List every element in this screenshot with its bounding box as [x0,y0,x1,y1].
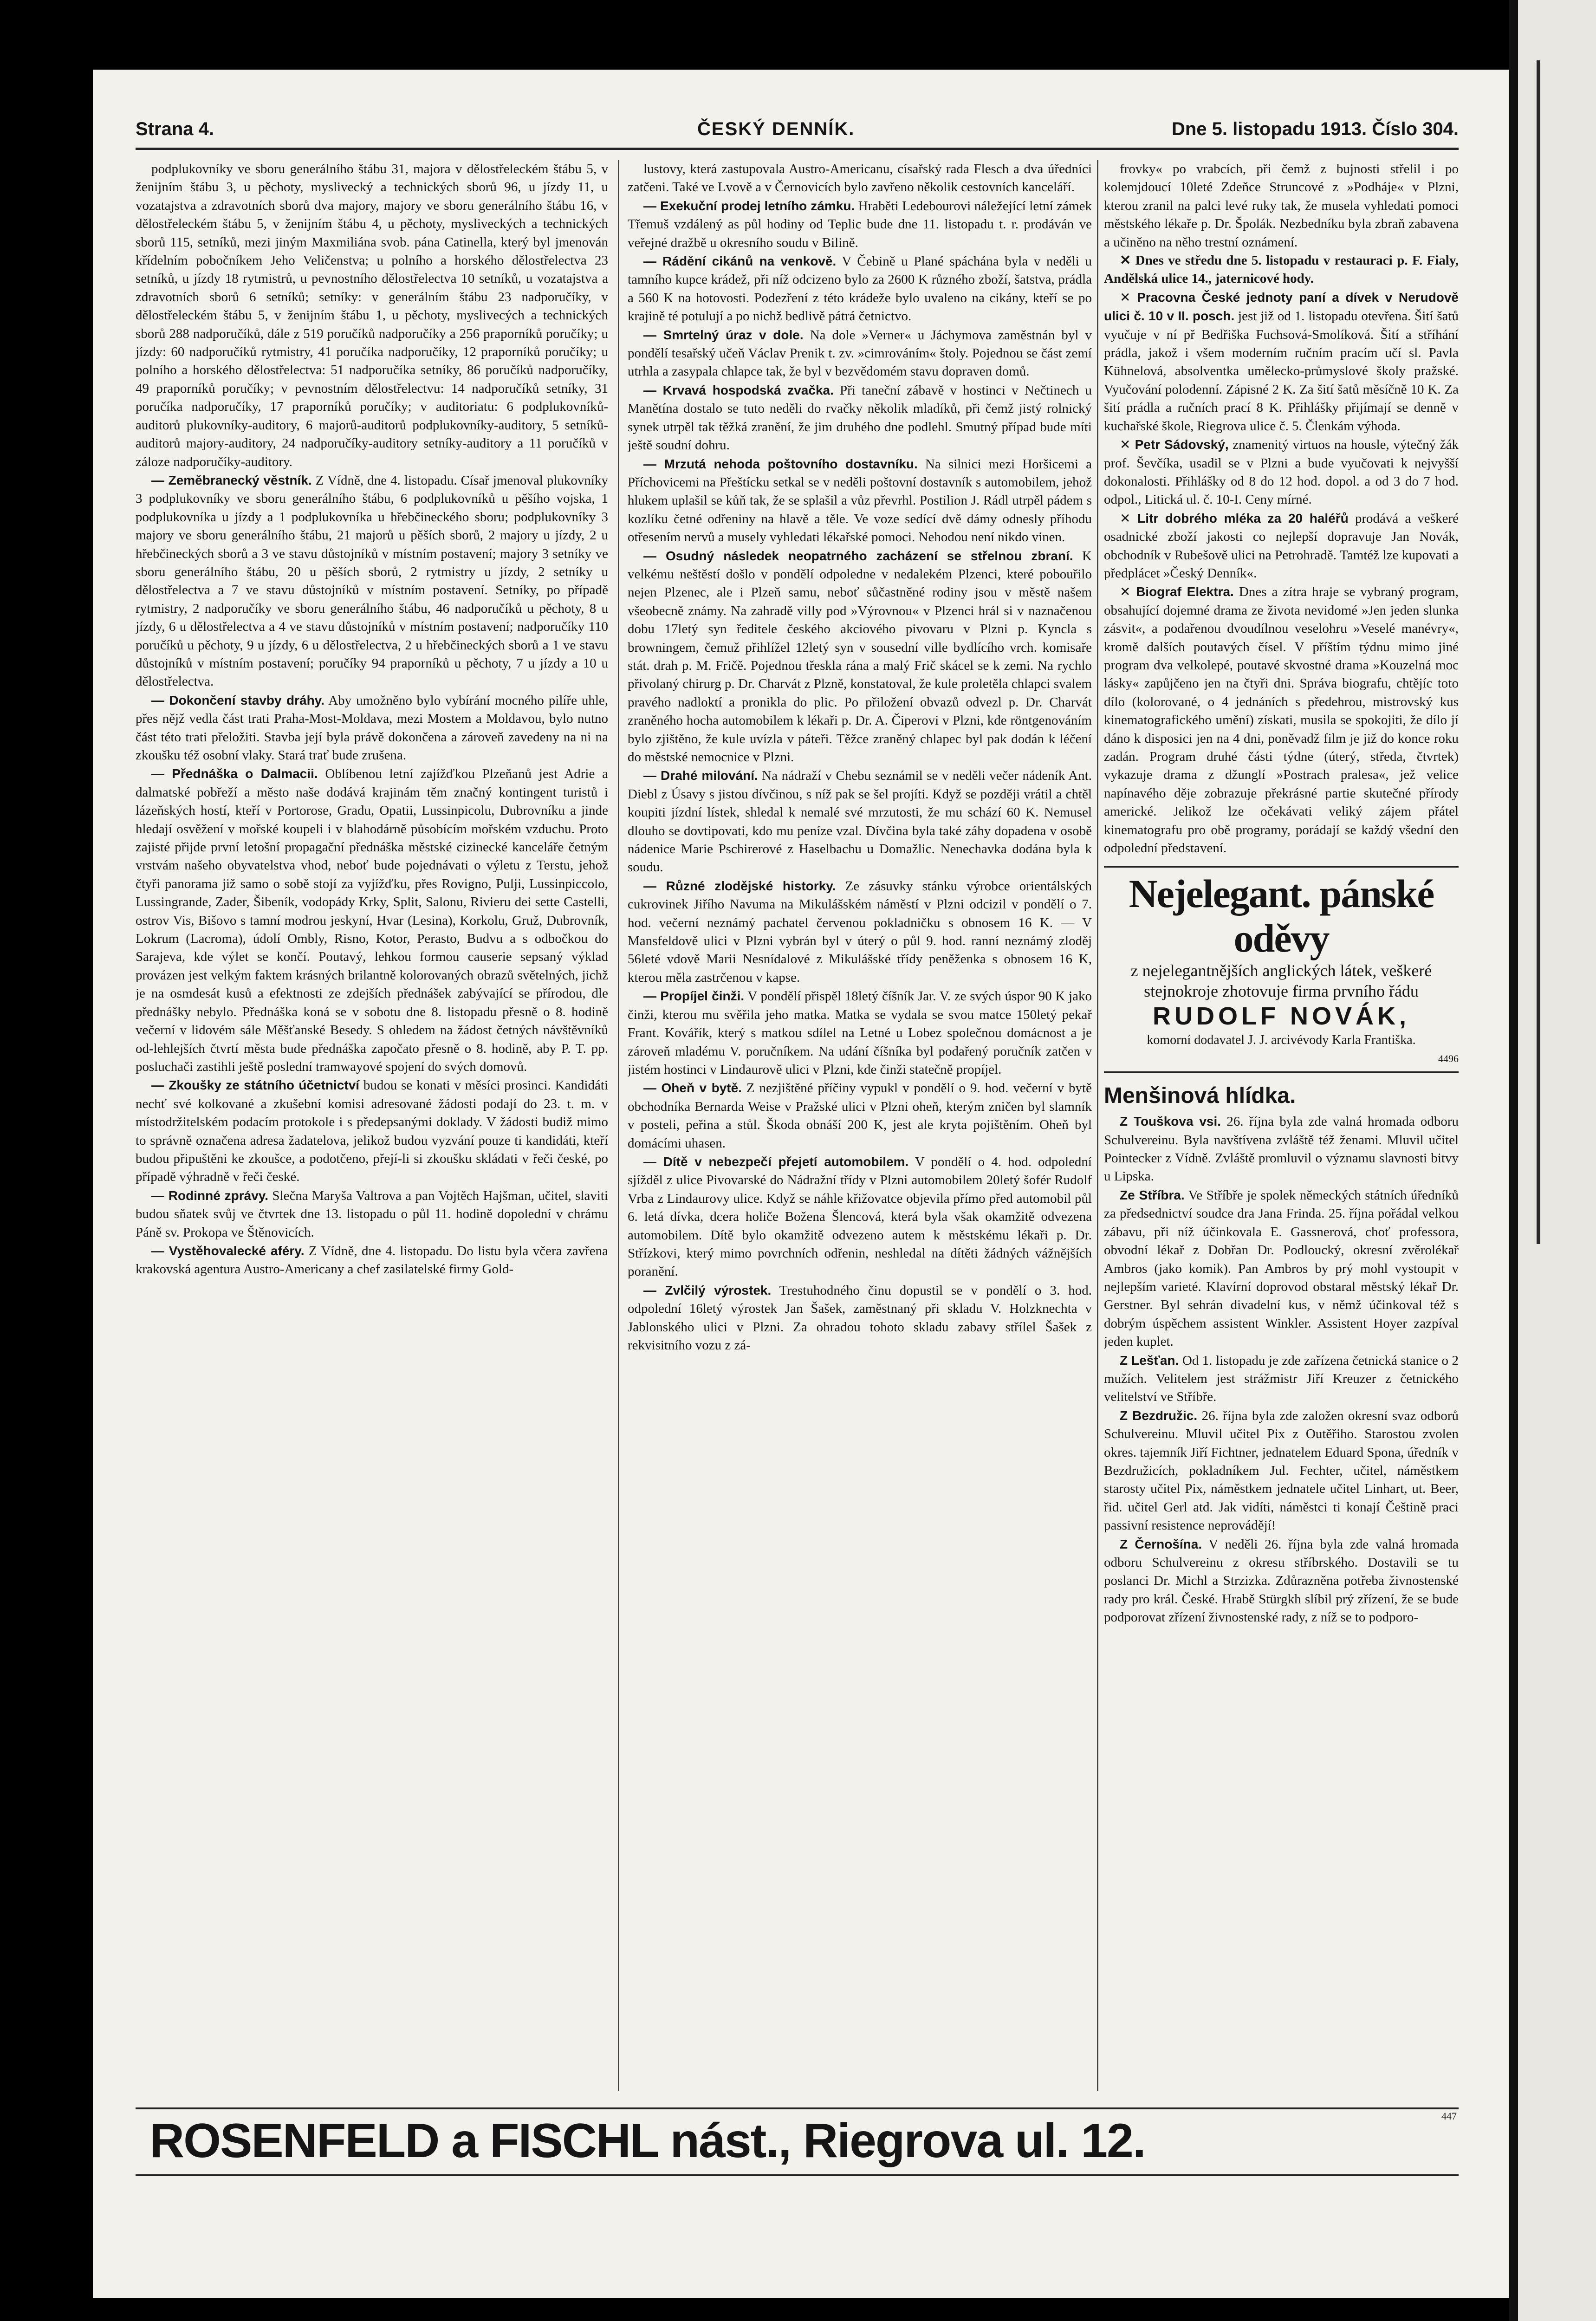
article-heading: — Rodinné zprávy. [151,1188,269,1203]
article-heading: — Mrzutá nehoda poštovního dostavníku. [643,456,918,471]
article-heading: Ze Stříbra. [1120,1187,1185,1202]
article-paragraph [1104,1112,1459,1186]
article-paragraph [628,455,1092,547]
article-paragraph [1104,435,1459,509]
article-text: jest již od 1. listopadu otevřena. Šití šatů vyučuje v ní př Bedřiška Fuchsová-Smolíková. Šití a stříhání prádla, jakož i všem moderním ručním pracím učí sl. Pavla Kühnelová, absolventka umělecko-průmyslové školy pražské. Vyučování polodenní. Zápisné 2 K. Za šití šatů měsíčně 10 K. Za šití prádla a ručních prací 8 K. Přihlášky přijímají se denně v kuchařské škole, Riegrova ulice č. 5. Členkám výhoda. [1104,309,1459,434]
article-text: podplukovníky ve sboru generálního štábu 31, majora v dělostřeleckém štábu 5, v ženijním štábu 3, u pěchoty, myslivecký a technických sborů 96, u jízdy 11, u vozatajstva a zdravotních sborů dva majory, majory ve sboru generálního štábu 16, v dělostřeleckém štábu 5, v ženijním štábu 4, u pěchoty, mysliveckých a technických sborů 115, setníků, mezi jiným Maxmiliána svob. pána Catinella, který byl jmenován křídelním pobočníkem Jeho Veličenstva; u polního a horského dělostřelectva 23 setníků, u jízdy 18 rytmistrů, u pevnostního dělostřelectva 10 setníků, u vozatajstva a zdravotních sborů 6 setníků; setníky: v generálním štábu 23 nadporučíky, v dělostřeleckém štábu 5, v ženijním štábu 1, u pěchoty, myslivecých a technických sborů 288 nadporučíků, dále z 519 poručíků nadporučíky a 256 praporníků poručíky; u jízdy: 60 nadporučíků rytmistry, 41 poručíka nadporučíky, 12 praporníků poručíky; u polního a horského dělostřelectva: 51 nadporučíka setníky, 86 poručíků nadporučíky, 49 praporníků poručíky; v pevnostním dělostřelectvu: 14 nadporučíků setníky, 31 poručíka nadporučíky, 17 praporníků poručíky; v auditoriatu: 6 podplukovníků-auditorů plukovníky-auditory, 6 majorů-auditorů podplukovníky-auditory, 5 setníků-auditorů majory-auditory, 24 nadporučíky-auditory setníky-auditory a 11 poručíků v záloze nadporučíky-auditory. [136,162,608,469]
article-heading: ✕ Litr dobrého mléka za 20 haléřů [1120,511,1349,525]
banner-text: ROSENFELD a FISCHL nást., Riegrova ul. 12. [149,2114,1145,2168]
article-heading: ✕ Petr Sádovský, [1120,437,1229,452]
page-gutter [1509,0,1518,2321]
article-paragraph [136,1242,608,1279]
article-heading: — Vystěhovalecké aféry. [151,1243,305,1258]
article-text: Na dole »Verner« u Jáchymova zaměstnán byl v pondělí tesařský učeň Václav Prenik t. zv. »cimrováním« štoly. Pojednou se část zemí utrhla a zasypala chlapce tak, že byl v bezvědomém stavu dopraven domů. [628,327,1092,379]
article-text: 26. října byla zde založen okresní svaz odborů Schulvereinu. Mluvil učitel Pix z Outěřiho. Starostou zvolen okres. tajemník Jiří Fichtner, jednatelem Eduard Spona, úředník v Bezdružicích, pokladníkem Jul. Fechter, učitel, náměstkem starosty učitel Pix, náměstkem jednatele učitel Linhart, ut. Beer, řid. učitel Gerl atd. Jak vidíti, náměstci ti konají Češtině praci passivní resistence neprovádějí! [1104,1408,1459,1533]
article-text: Oblíbenou letní zajížďkou Plzeňanů jest Adrie a dalmatské pobřeží a město naše dodává krajinám těm značný kontingent turistů i lázeňských hostí, kteří v Portorose, Gradu, Opatii, Lussinpicolu, Dubrovníku a jinde hledají osvěžení v mořské koupeli i v blahodárně působícím mořském vzduchu. Proto zajisté přijde první letošní propagační přednáška městské cizinecké kanceláře četným vrstvám našeho obyvatelstva vhod, neboť bude pojednávati o výletu z Terstu, jehož čtyři panorama již samo o sobě stojí za vyjížďku, přes Rovigno, Pulji, Lussinpiccolo, Lussingrande, Zader, Šibeník, vodopády Krky, Split, Salonu, Rivieru dei sette Castelli, ostrov Vis, Bišovo s tamní modrou jeskyní, Hvar (Lesina), Korkolu, Gruž, Dubrovník, Lokrum (Lacroma), údolí Ombly, Risno, Kotor, Perasto, Budvu a s odbočkou do Sarajeva, kde výlet se končí. Poutavý, lehkou formou causerie sepsaný výklad provázen jest velkým faktem krásných brilantně kolorovaných obrazů světelných, jichž je na osmdesát kusů a efektnosti ze zdejších přednášek zabývající se přírodou, dle přednášky nebylo. Přednáška koná se v sobotu dne 8. listopadu přesně o 8. hodině večerní v lidovém sále Měšťanské Besedy. S ohledem na žádost četných návštěvníků od-lehlejších čtvrtí města bude přednáška započato přesně o 8. hodině, aby P. T. pp. posluchači zastihli ještě poslední tramwayové spojení do svých domovů. [136,766,608,1074]
article-text: Ve Stříbře je spolek německých státních úředníků za předsednictví soudce dra Jana Frinda. 25. října pořádal velkou zábavu, při níž účinkovala E. Gassnerová, choť professora, obvodní lékař z Dobřan Dr. Podloucký, okresní zvěrolékař Ambros (jako komik). Pan Ambros by prý mohl vystoupit v nejlepším varieté. Klavírní doprovod obstaral městský lékař Dr. Gerstner. Byl sehrán divadelní kus, v němž účinkoval též s dobrým úspěchem assistent Winkler. Assistent Hoyer zazpíval jeden kuplet. [1104,1187,1459,1349]
article-text: budou se konati v měsíci prosinci. Kandidáti nechť své kolkované a zkušební komisi adresované žádosti podají do 23. t. m. v místodržitelském podacím protokole i s předepsanými doklady. V žádosti budiž mimo to správně označena adresa žadatelova, jelikož budou vyzvání pouze ti kandidáti, kteří budou připuštěni ke zkoušce, a podotčeno, přejí-li si zkoušku skládati v řeči české, po případě výhradně v řeči české. [136,1078,608,1185]
article-paragraph [136,1186,608,1242]
article-text: K velkému neštěstí došlo v pondělí odpoledne v nedalekém Plzenci, které pobouřilo nejen Plzenec, ale i Plzeň samu, neboť sůčastněné rodiny jsou v městě našem všeobecně známy. Na zahradě villy pod »Výrovnou« v Plzenci hrál si v naznačenou dobu 17letý syn ředitele českého akciového pivovaru v Plzni p. Kyncla s browningem, čemuž přihlížel 12letý syn v sousední ville bydlícího vrch. komisaře stát. drah p. M. Fričě. Pojednou třeskla rána a malý Frič skácel se k zemi. Na rychlo přivolaný chirurg p. Dr. Charvát z Plzně, konstatoval, že kule proletěla chlapci svalem pravého nadloktí a pronikla do plic. Po přiložení obvazů odvezl p. Dr. Charvát zraněného hocha automobilem k lékaři p. Dr. A. Čiperovi v Plzni, kde röntgenováním bylo zjištěno, že kule uvízla v páteři. Těžce zraněný chlapec byl pak dodán k léčení do městské nemocnice v Plzni. [628,548,1092,765]
article-text: Při taneční zábavě v hostinci v Nečtinech u Manětína dostalo se tuto neděli do rvačky několik mladíků, při čemž jistý rolnický synek utrpěl tak těžká zranění, že jim druhého dne podlehl. Smutný případ bude míti ještě soudní dohru. [628,383,1092,453]
adjacent-page-edge [1518,0,1596,2321]
page-number: Strana 4. [136,119,214,139]
article-heading: — Dokončení stavby dráhy. [151,693,324,707]
article-paragraph [628,987,1092,1079]
article-heading: — Drahé milování. [643,768,758,783]
article-paragraph [628,252,1092,326]
article-text: Ze zásuvky stánku výrobce orientálských cukrovinek Jiřího Navuma na Mikulášském náměstí v Plzni odcizil v pondělí o 7. hod. večerní neznámý pachatel červenou pokladničku s obnosem 16 K. — V Mansfeldově ulici v Plzni vybrán byl v úterý o půl 9. hod. ranní neznámý zloděj 56leté vdově Marii Nesnídalové z Mikulášské třídy peněženka s obnosem 16 K, kterou měla zastrčenou v kapse. [628,878,1092,985]
article-paragraph [136,1076,608,1186]
newspaper-title: ČESKÝ DENNÍK. [697,119,855,139]
article-text: V pondělí přispěl 18letý číšník Jar. V. ze svých úspor 90 K jako činži, kterou mu svěřila jeho matka. Matka se vydala se svou matce 150letý pekař Frant. Kovářík, který s matkou sdílel na Letné u Lobez společnou domácnost a je zároveň mladému V. poručníkem. Na udání číšníka byl podařený poručník zatčen v jistém hostinci v Lindaurově ulici v Plzni, kde činži statečně propíjel. [628,989,1092,1077]
article-heading: Z Černošína. [1120,1537,1202,1551]
minority-news [1104,1112,1459,1627]
article-heading: — Smrtelný úraz v dole. [643,327,804,342]
article-paragraph [628,326,1092,381]
article-heading: Z Bezdružic. [1120,1408,1198,1423]
article-text: Slečna Maryša Valtrova a pan Vojtěch Hajšman, učitel, slaviti budou sňatek svůj ve čtvrtek dne 13. listopadu o půl 11. hodině dopolední v chrámu Páně sv. Prokopa ve Štěnovicích. [136,1188,608,1240]
newspaper-page [93,70,1509,2298]
article-paragraph [1104,583,1459,857]
article-heading: ✕ Biograf Elektra. [1120,584,1234,599]
article-paragraph [1104,1535,1459,1627]
header-rule [136,148,1459,150]
article-paragraph [628,877,1092,987]
article-text: Hraběti Ledebourovi náležející letní zámek Třemuš vzdálený as půl hodiny od Teplic bude dne 11. listopadu t. r. prodáván ve veřejné dražbě u okresního soudu v Bilině. [628,198,1092,250]
article-paragraph [628,160,1092,197]
adjacent-page-rule [1537,60,1540,1244]
article-text: Na nádraží v Chebu seznámil se v neděli večer nádeník Ant. Diebl z Úsavy s jistou dívčinou, s níž pak se šel projíti. Když se později vrátil a chtěl koupiti jízdní lístek, shledal k nemalé své mrzutosti, že mu schází 60 K. Nemusel dlouho se dovtipovati, kdo mu peníze vzal. Dívčina byla také záhy dopadena v osobě nádenice Marie Pschirerové z Haselbachu u Domažlic. Nenechavka dodána byla k soudu. [628,768,1092,875]
article-text: V pondělí o 4. hod. odpolední sjížděl z ulice Pivovarské do Nádražní třídy v Plzni automobilem 20letý šofér Rudolf Vrba z Lindaurovy ulice. Když se náhle křižovatce objevila přímo před automobil půl 6. letá dívka, dcera holiče Božena Šlencová, která byla však okamžitě odvezena automobilem. Dítě bylo okamžitě odvezeno autem k městskému lékaři p. Dr. Střízkovi, který mimo povrchních odřenin, neshledal na dítěti žádných vážnějších poranění. [628,1154,1092,1279]
article-heading: — Zvlčilý výrostek. [643,1283,772,1297]
column-divider [618,160,619,2091]
article-text: Trestuhodného činu dopustil se v pondělí o 3. hod. odpolední 16letý výrostek Jan Šašek, zaměstnaný při skladu V. Holzknechta v Jablonského ulici v Plzni. Za ohradou tohoto skladu zabavy střílel Šašek z rekvisitního vozu z zá- [628,1283,1092,1353]
article-paragraph [1104,288,1459,435]
article-paragraph [1104,252,1459,288]
article-text: frovky« po vrabcích, při čemž z bujnosti střelil i po kolemjdoucí 10leté Zdeňce Struncové z »Podháje« v Plzni, kterou zranil na palci levé ruky tak, že musela vyhledati pomoci městského lékaře p. Dr. Špolák. Nezbedníku byla zbraň zabavena a učiněno na něho trestní oznámení. [1104,162,1459,250]
article-paragraph [628,1153,1092,1281]
article-paragraph [136,471,608,691]
article-heading: — Rádění cikánů na venkově. [643,254,837,269]
article-heading: — Zkoušky ze státního účetnictví [151,1078,360,1093]
article-paragraph [628,547,1092,767]
article-heading: — Krvavá hospodská zvačka. [643,383,834,397]
article-text: Z nezjištěné příčiny vypukl v pondělí o 9. hod. večerní v bytě obchodníka Bernarda Weise v Pražské ulici v Plzni oheň, kterým zničen byl slamník v posteli, peřina a stůl. Škoda obnáší 200 K, jest ale kryta pojištěním. Oheň byl domácími uhasen. [628,1081,1092,1151]
article-text: Aby umožněno bylo vybírání mocného pilíře uhle, přes nějž vedla část trati Praha-Most-Moldava, mezi Mostem a Moldavou, bylo nutno část této trati přeložiti. Stavba její byla právě dokončena a zároveň zavedeny na ni na zkoušku též osobní vlaky. Stará trať bude zrušena. [136,693,608,763]
article-heading: — Oheň v bytě. [643,1081,742,1096]
ad-tagline: komorní dodavatel J. J. arcivévody Karla Františka. [1147,1033,1416,1048]
article-paragraph [1104,509,1459,583]
article-text: ✕ Dnes ve středu dne 5. listopadu v restauraci p. F. Fialy, Andělská ulice 14., jaternicové hody. [1104,253,1459,286]
column-2 [628,160,1092,2091]
column-3-articles [1104,160,1459,857]
column-divider [1097,160,1098,2091]
article-text: V neděli 26. října byla zde valná hromada odboru Schulvereinu z okresu stříbrského. Dostavili se tu poslanci Dr. Michl a Strzizka. Zdůrazněna potřeba živnostenské rady pro král. České. Hrabě Stürgkh slíbil prý zřízení, že se bude podporovat zřízení živnostenské rady, z níž se to podporo- [1104,1537,1459,1625]
article-paragraph [136,691,608,765]
article-heading: — Osudný následek neopatrného zacházení se střelnou zbraní. [643,548,1073,563]
ad-firm-name: RUDOLF NOVÁK, [1153,1002,1410,1031]
article-heading: Z Touškova vsi. [1120,1114,1221,1129]
ad-number: 4496 [1438,1052,1459,1064]
article-paragraph [136,160,608,471]
article-text: Od 1. listopadu je zde zařízena četnická stanice o 2 mužích. Velitelem jest strážmistr Jiří Kreuzer z četnického velitelství ve Stříbře. [1104,1353,1459,1405]
issue-date: Dne 5. listopadu 1913. Číslo 304. [1171,119,1459,139]
article-text: V Čebině u Plané spáchána byla v neděli u tamního kupce krádež, při níž odcizeno bylo za 2600 K různého zboží, šatstva, prádla a 560 K na hotovosti. Podezření z této krádeže bylo uvaleno na cikány, kteří se po krajině té potulují a po nichž bedlivě pátrá četnictvo. [628,254,1092,324]
article-paragraph [628,1281,1092,1355]
article-text: Z Vídně, dne 4. listopadu. Do listu byla včera zavřena krakovská agentura Austro-Americany a chef zasilatelské firmy Gold- [136,1243,608,1277]
article-heading: — Různé zlodějské historky. [643,878,836,893]
article-paragraph [136,765,608,1076]
article-heading: ✕ Pracovna České jednoty paní a dívek v Nerudově ulici č. 10 v II. posch. [1104,290,1459,324]
column-3 [1104,160,1459,2091]
ad-body: z nejelegantnějších anglických látek, veškeré stejnokroje zhotovuje firma prvního řádu [1130,961,1432,1001]
page-header [136,119,1459,147]
article-paragraph [628,1079,1092,1153]
article-paragraph [1104,160,1459,252]
article-heading: — Přednáška o Dalmacii. [151,766,318,781]
article-paragraph [628,381,1092,455]
rosenfeld-advertisement [136,2107,1459,2176]
article-heading: Z Lešťan. [1120,1353,1179,1368]
article-paragraph [628,766,1092,876]
ad-headline: Nejelegant. pánské oděvy [1129,871,1434,961]
article-text: Z Vídně, dne 4. listopadu. Císař jmenoval plukovníky 3 podplukovníky ve sboru generálního štábu, 6 podplukovníků u pěšího vojska, 1 podplukovníka u jízdy a 1 podplukovníka u hřebčineckého sboru; podplukovníky 3 majory ve sboru generálního štábu, 21 majorů u pěších sborů, 2 majory u jízdy, 2 u hřebčineckých sborů a 3 ve stavu důstojníků v místním postavení; majory 3 setníky ve sboru generálního štábu, 20 u pěších sborů, 2 rytmistry u jízdy, 2 setníky u dělostřelectva a 7 ve stavu důstojníků v místním postavení. Setníky, po případě rytmistry, 2 nadporučíky ve sboru generálního štábu, 46 nadporučíků u pěchoty, 8 u jízdy, 6 u dělostřelectva a 4 ve stavu důstojníků v místním postavení; nadporučíky 110 poručíků u pěchoty, 9 u jízdy, 6 u dělostřelectva, 2 u hřebčineckých sborů a 1 ve stavu důstojníků v místním postavení; poručíky 94 praporníků u pěchoty, 7 u jízdy a 10 u dělostřelectva. [136,473,608,689]
article-text: Na silnici mezi Horšicemi a Příchovicemi na Přeštícku setkal se v neděli poštovní dostavník s automobilem, jehož hlukem uplašil se kůň tak, že se splašil a vůz převrhl. Postilion J. Rádl utrpěl pádem s kozlíku četné odřeniny na hlavě a těle. Ve voze sedící dvě dámy odnesly příhodu otřesením nervů a musely vyhledati lékařské pomoci. Nehodou není nikdo vinen. [628,456,1092,545]
article-text: znamenitý virtuos na housle, výtečný žák prof. Ševčíka, usadil se v Plzni a bude vyučovati k nejvyšší dokonalosti. Přihlášky od 8 do 12 hod. dopol. a od 3 do 7 hod. odpol., Litická ul. č. 10-I. Ceny mírné. [1104,437,1459,507]
banner-number: 447 [1441,2110,1457,2122]
article-text: prodává a veškeré osadnické zboží jakosti co nejlepší dopravuje Jan Novák, obchodník v Rubešově ulici na Petrohradě. Tamtéž lze kupovati a předplácet »Český Denník«. [1104,511,1459,581]
column-1 [136,160,608,2091]
article-paragraph [1104,1351,1459,1407]
article-text: 26. října byla zde valná hromada odboru Schulvereinu. Byla navštívena zvláště též ženami. Mluvil učitel Pointecker z Vídně. Zvláště promluvil o významu slavnosti bitvy u Lipska. [1104,1114,1459,1184]
article-paragraph [1104,1186,1459,1351]
article-heading: — Zeměbranecký věstník. [151,473,312,487]
article-text: lustovy, která zastupovala Austro-Americanu, císařský rada Flesch a dva úředníci zatčeni. Také ve Lvově a v Černovicích bylo zavřeno několik cestovních kanceláří. [628,162,1092,195]
article-heading: — Dítě v nebezpečí přejetí automobilem. [643,1154,909,1169]
article-heading: — Exekuční prodej letního zámku. [643,198,855,213]
section-title: Menšinová hlídka. [1104,1083,1296,1109]
article-text: Dnes a zítra hraje se vybraný program, obsahující dojemné drama ze života nevidomé »Jen jeden slunka zásvit«, a podařenou dvoudílnou veselohru »Veselé manévry«, kromě dalších poutavých čísel. V příštím týdnu mimo jiné program dva velkolepé, poutavé skvostné drama »Kouzelná moc lásky« zapůjčeno jen na čtyři dni. Správa biografu, chtějíc toto dílo (kolorované, o 4 jednáních s předehrou, mistrovský kus kinematografického umění) získati, musila se spokojiti, že dílo jí dáno k disposici jen na 4 dni, poněvadž film je již do konce roku zadán. Program druhé části týdne (úterý, středa, čtvrtek) vykazuje drama z džunglí »Postrach pralesa«, jež velice napínavého děje zobrazuje překrásné partie skutečné přírody americké. Jelikož lze očekávati veliký zájem přátel kinematografu pro obě programy, porádají se každý všední den odpolední představení. [1104,584,1459,856]
article-paragraph [628,197,1092,252]
clothing-advertisement [1104,866,1459,1073]
article-heading: — Propíjel činži. [643,989,745,1004]
article-paragraph [1104,1407,1459,1535]
